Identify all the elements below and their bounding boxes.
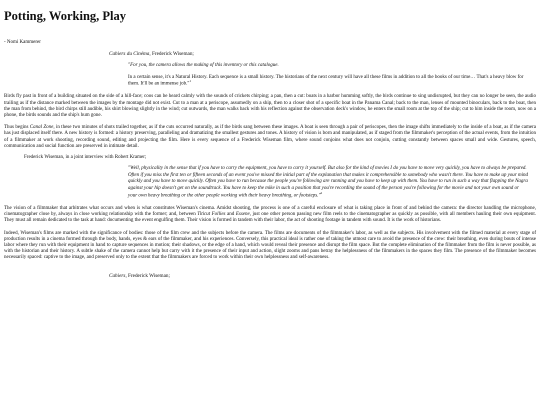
footnote-ref-2[interactable]: 2	[320, 190, 323, 195]
paragraph-4: Indeed, Wiseman's films are marked with the significance of bodies: those of the film crew and the subjects before the camera. The films are documents of the filmmaker's labor, as well as the subjects. His involvement with the filmed material at every stage of production results in a cinema formed through the body, hands, eyes & ears of the filmmaker, and his experiences. Conversely, this practical ideal is rather one of taking the utmost care to avoid the presence of the crew: their breathing, even during bouts of intense labor where they run with their equipment in hand to capture sequences in motion; their shadows, or the edge of a hand, which would reveal their presence and disrupt the film space. But the complete elimination of the filmmaker from the film is never possible, as with the historian and their history. A subtle shake of the camera cannot help but carry with it the presence of their input and action, slight zooms and pans betray the helplessness of the filmmakers in the spaces they film. The presence of the filmmaker becomes necessarily spaced: captive to the image, and preserved only to the extent that the filmmakers are forced to work within their own helplessness and self-awareness.	[4, 230, 536, 261]
quote-text: "Well, physicality in the sense that if you have to carry the equipment, you have to carry it yourself. But also for the kind of movies I do you have to move very quickly, you have to always be prepared. Often if you miss the first ten or fifteen seconds of an event you've missed the initial part of the explanation that makes it comprehensible to somebody who wasn't there. You have to make up your mind quickly and you have to move quickly. Often you have to run because the people you're following are running and you have to keep up with them. You have to run in such a way that flapping the Nagra against your hip doesn't get on the soundtrack. You have to keep the mike in such a position that you're recording the sound of the person you're following for the movie and not your own sound or your own heavy breathing or the other people working with their heavy breathing, or footsteps."	[128, 166, 528, 199]
blockquote-1	[128, 63, 528, 88]
quote-text: In a certain sense, it's a Natural History. Each sequence is a small history. The historians of the next century will have all these films in addition to all the books of our time… That's a heavy blow for them. It'll be an immense job."	[128, 74, 524, 87]
blockquote-2	[128, 166, 528, 200]
work-title: Cahiers	[109, 272, 126, 279]
article-title: Potting, Working, Play	[4, 9, 127, 23]
quote-italic-line: "For you, the camera allows the making of this inventory or this catalogue.	[128, 63, 279, 68]
article-author: - Nomi Kammerer	[4, 40, 41, 45]
work-title: Cahiers du Cinéma	[109, 51, 150, 57]
quote-intro-2: Frederick Wiseman, in a joint interview with Robert Kramer;	[24, 155, 147, 161]
footnote-ref-1[interactable]: 1	[189, 79, 192, 84]
paragraph-1: Birds fly past in front of a building situated on the side of a hill-face; coos can be heard calmly with the sounds of crickets chirping; a pan, then a cut: boats in a harbor humming softly, the birds continue to sing undisrupted, but they can no longer be seen, the audio trailing as if the distance marked between the images by the montage did not exist. Cut to a man at a periscope, assumedly on a ship, then to a closer shot of a specific boat in the Panama Canal; back to the man, lenses of mounted binoculars, back to the boat, then the man from behind, the bird chirps still audible, his shirt blowing slightly in the wind; cut outwards, the man walks back with his reflection against the observation deck's window, he enters the small room at the top of the ship; cut to him inside the room, now on a phone, the birds sounds and the ship's hum gone.	[4, 94, 536, 119]
film-title: Essene	[235, 212, 250, 218]
quote-intro-1	[109, 51, 536, 58]
quote-intro-3	[109, 273, 536, 280]
paragraph-2: Thus begins Canal Zone, in these two minutes of shots trailed together, as if the cuts occurred naturally, as if the birds sang between these images. A boat is seen through a pair of periscopes, then the image shifts immediately to the inside of a boat, as if the camera has just displaced itself there. A new history is formed: a history preserving, paralleling and dramatizing the smallest gestures and tones. A history of vision is born and manipulated, as if staged from the filmmaker's perception of the actual events, from the intuition of a filmmaker at work shooting, recording sound, editing and projecting the film. Here is every sequence of a Frederick Wiseman film, where sound conjoins what does not conjoin, cutting constantly between spaces small and wide. Gestures, speech, communication and social function are preserved in intimate detail.	[4, 125, 536, 149]
intro-text: , Frederick Wiseman;	[125, 272, 170, 279]
film-title: Titicut Follies	[197, 212, 226, 218]
film-title: Canal Zone	[29, 125, 54, 131]
intro-text: , Frederick Wiseman;	[149, 51, 194, 57]
paragraph-3: The vision of a filmmaker that arbitrates what occurs and when is what constitutes Wiseman's cinema. Amidst shooting, the process is one of a careful enclosure of what is taking place in front of and behind the camera: the director handling the microphone, cinematographer close by, always in close working relationship with the former; and, between Titicut Follies and Essene, just one other person passing new film reels to the cinematographer as quickly as possible, with all members hauling their own equipment. They must all remain dedicated to the task at hand: documenting the event engulfing them. Their vision is formed in tandem with their labor, the act of shooting footage in tandem with sound. It is the work of historians.	[4, 205, 536, 224]
